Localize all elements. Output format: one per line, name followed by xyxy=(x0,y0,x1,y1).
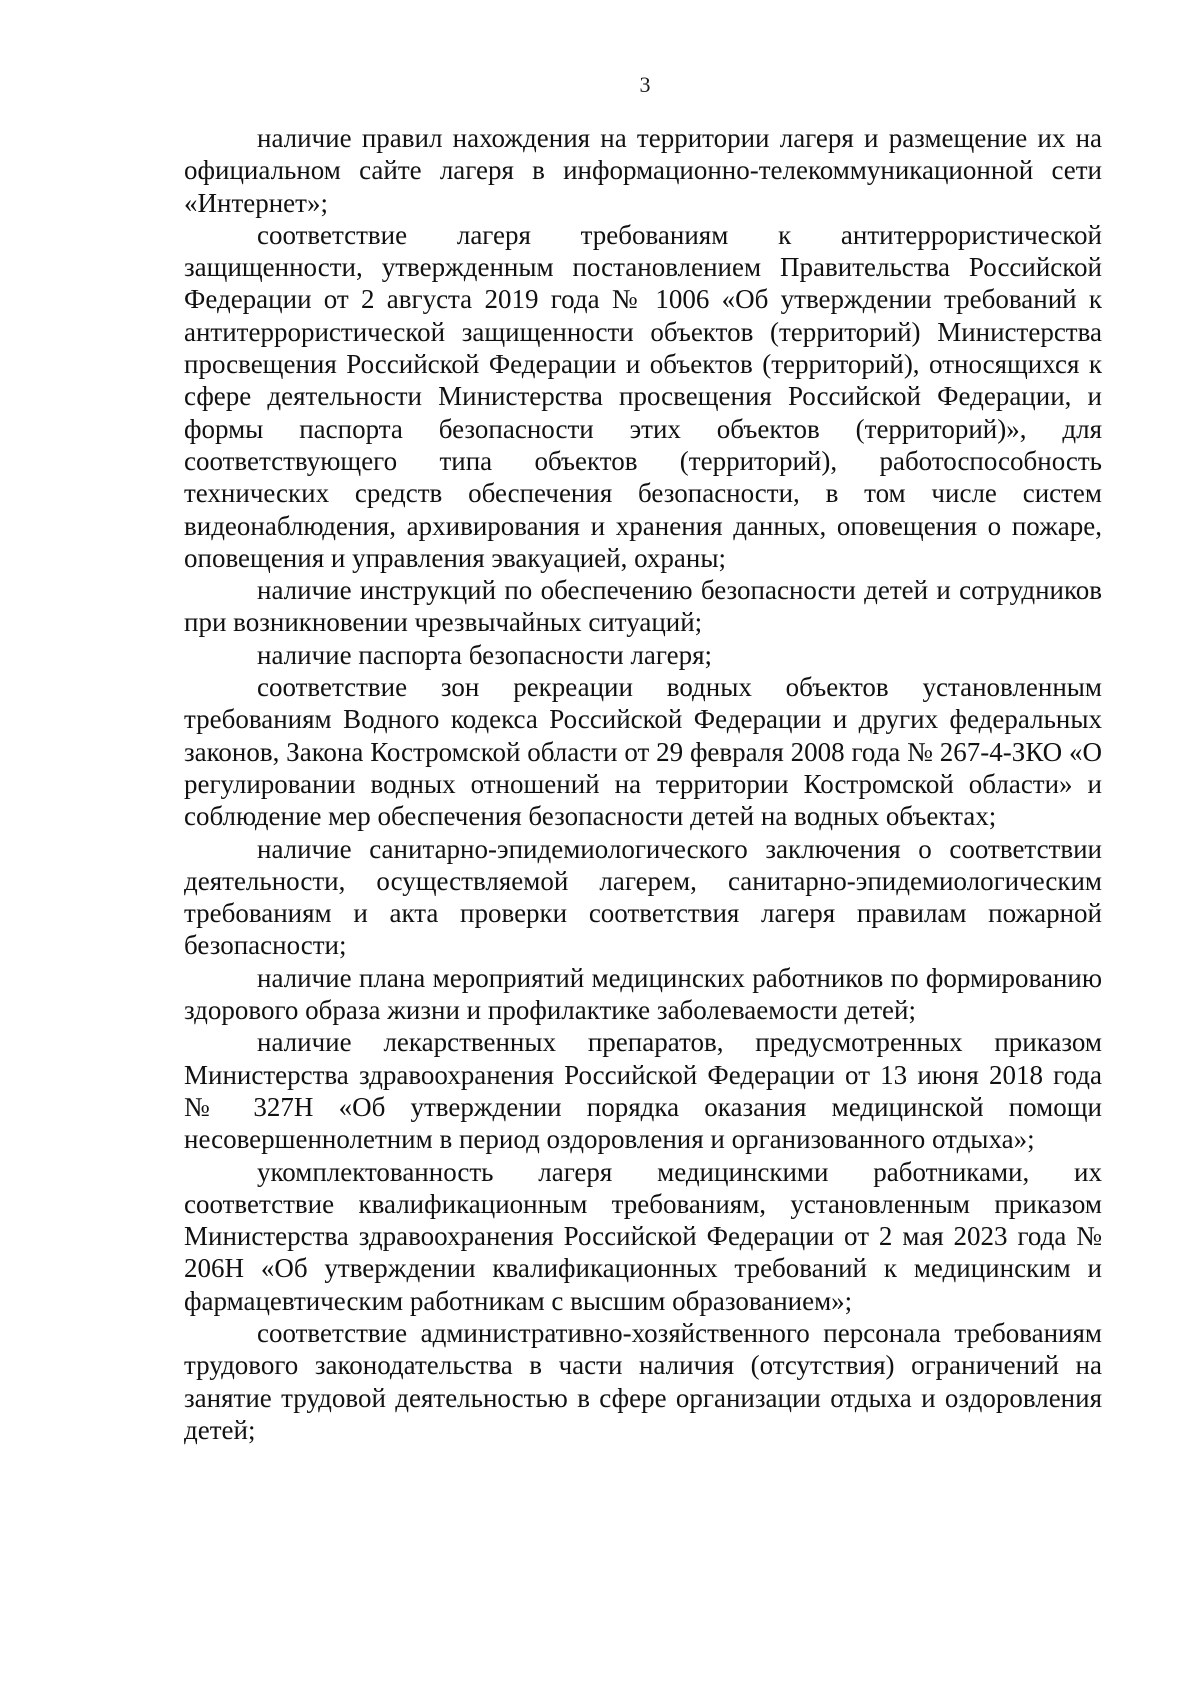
paragraph-water-recreation: соответствие зон рекреации водных объектов установленным требованиям Водного кодекса Российской Федерации и других федеральных законов, Закона Костромской области от 29 февраля 2008 года № 267-4-ЗКО «О регулировании водных отношений на территории Костромской области» и соблюдение мер обеспечения безопасности детей на водных объектах; xyxy=(184,672,1102,832)
paragraph-medical-staff: укомплектованность лагеря медицинскими работниками, их соответствие квалификационным требованиям, установленным приказом Министерства здравоохранения Российской Федерации от 2 мая 2023 года № 206Н «Об утверждении квалификационных требований к медицинским и фармацевтическим работникам с высшим образованием»; xyxy=(184,1156,1102,1316)
paragraph-medicines: наличие лекарственных препаратов, предусмотренных приказом Министерства здравоохранения Российской Федерации от 13 июня 2018 года № 327Н «Об утверждении порядка оказания медицинской помощи несовершеннолетним в период оздоровления и организованного отдыха»; xyxy=(184,1027,1102,1155)
paragraph-sanitary-conclusion: наличие санитарно-эпидемиологического заключения о соответствии деятельности, осуществляемой лагерем, санитарно-эпидемиологическим требованиям и акта проверки соответствия лагеря правилам пожарной безопасности; xyxy=(184,833,1102,961)
document-body xyxy=(184,122,1102,1446)
paragraph-medical-plan: наличие плана мероприятий медицинских работников по формированию здорового образа жизни и профилактике заболеваемости детей; xyxy=(184,962,1102,1026)
paragraph-safety-passport: наличие паспорта безопасности лагеря; xyxy=(257,639,713,670)
paragraph-antiterror-protection: соответствие лагеря требованиям к антитеррористической защищенности, утвержденным постановлением Правительства Российской Федерации от 2 августа 2019 года № 1006 «Об утверждении требований к антитеррористической защищенности объектов (территорий) Министерства просвещения Российской Федерации и объектов (территорий), относящихся к сфере деятельности Министерства просвещения Российской Федерации, и формы паспорта безопасности этих объектов (территорий)», для соответствующего типа объектов (территорий), работоспособность технических средств обеспечения безопасности, в том числе систем видеонаблюдения, архивирования и хранения данных, оповещения о пожаре, оповещения и управления эвакуацией, охраны; xyxy=(184,219,1102,573)
paragraph-admin-staff: соответствие административно-хозяйственного персонала требованиям трудового законодательства в части наличия (отсутствия) ограничений на занятие трудовой деятельностью в сфере организации отдыха и оздоровления детей; xyxy=(184,1317,1102,1445)
paragraph-safety-instructions: наличие инструкций по обеспечению безопасности детей и сотрудников при возникновении чрезвычайных ситуаций; xyxy=(184,575,1102,638)
page-number: 3 xyxy=(639,72,651,97)
paragraph-camp-rules: наличие правил нахождения на территории лагеря и размещение их на официальном сайте лагеря в информационно-телекоммуникационной сети «Интернет»; xyxy=(184,123,1102,218)
